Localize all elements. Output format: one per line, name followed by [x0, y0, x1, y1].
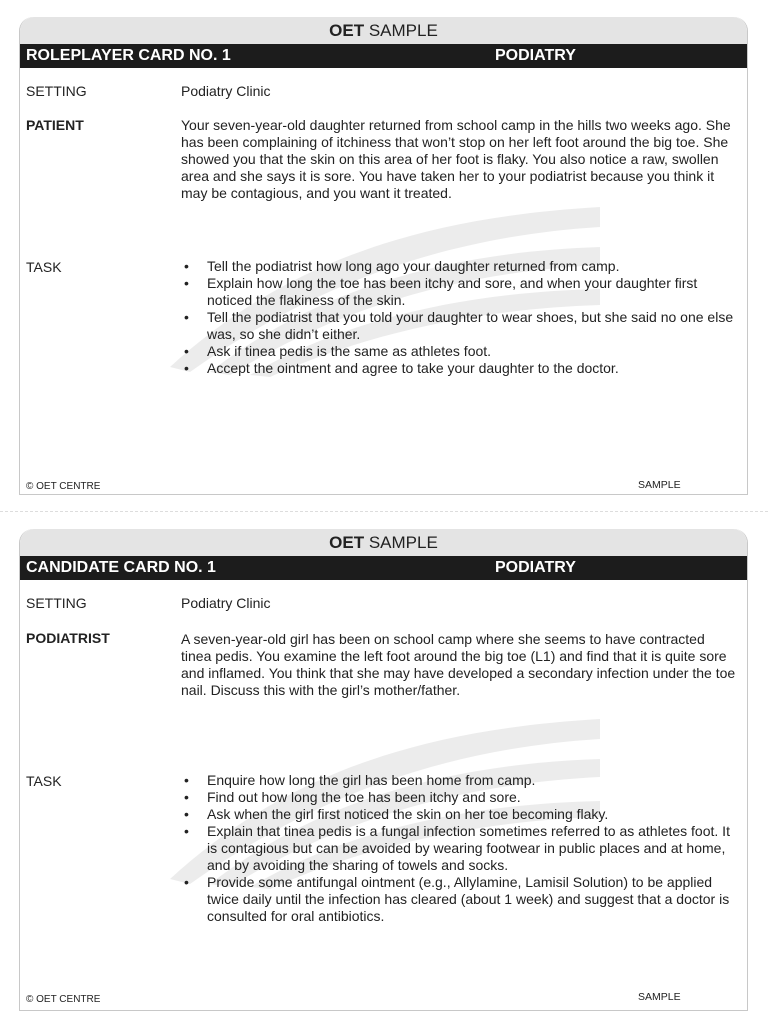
- copyright: © OET CENTRE: [26, 994, 101, 1005]
- sample-mark: SAMPLE: [638, 479, 681, 491]
- brand-name: OET: [329, 533, 365, 552]
- card-number: ROLEPLAYER CARD NO. 1: [26, 47, 231, 64]
- list-item: • Find out how long the toe has been itchy and sore.: [181, 789, 741, 806]
- card-number: CANDIDATE CARD NO. 1: [26, 559, 216, 576]
- list-item: • Accept the ointment and agree to take your daughter to the doctor.: [181, 360, 741, 377]
- role-description: A seven-year-old girl has been on school camp where she seems to have contracted tinea pedis. You examine the left foot around the big toe (L1) and find that it is quite sore and inflamed. You think that she may have developed a secondary infection under the toe nail. Discuss this with the girl’s mother/father.: [181, 631, 736, 698]
- list-item: • Explain how long the toe has been itchy and sore, and when your daughter first noticed the flakiness of the skin.: [181, 275, 741, 309]
- setting-value: Podiatry Clinic: [181, 83, 271, 99]
- role-label: PODIATRIST: [26, 630, 110, 646]
- list-item: • Explain that tinea pedis is a fungal infection sometimes referred to as athletes foot. It is contagious but can be avoided by wearing footwear in public places and at home, and by avoiding the sharing of towels and socks.: [181, 823, 741, 874]
- list-item: • Tell the podiatrist that you told your daughter to wear shoes, but she said no one else was, so she didn’t either.: [181, 309, 741, 343]
- copyright: © OET CENTRE: [26, 481, 101, 492]
- sample-mark: SAMPLE: [638, 991, 681, 1003]
- task-list: [181, 258, 741, 377]
- card-header-tab: [20, 17, 747, 44]
- list-item: • Ask when the girl first noticed the skin on her toe becoming flaky.: [181, 806, 741, 823]
- candidate-card: [19, 529, 748, 1011]
- list-item: • Tell the podiatrist how long ago your daughter returned from camp.: [181, 258, 741, 275]
- brand-name: OET: [329, 21, 365, 40]
- card-title-bar: [20, 556, 747, 580]
- role-label: PATIENT: [26, 117, 84, 133]
- profession: PODIATRY: [495, 559, 576, 576]
- setting-label: SETTING: [26, 83, 87, 99]
- brand-suffix: SAMPLE: [368, 21, 438, 40]
- card-title-bar: [20, 44, 747, 68]
- role-description: Your seven-year-old daughter returned from school camp in the hills two weeks ago. She has been complaining of itchiness that won’t stop on her left foot around the big toe. She showed you that the skin on this area of her foot is flaky. You also notice a raw, swollen area and she says it is sore. You have taken her to your podiatrist because you think it may be contagious, and you want it treated.: [181, 117, 731, 201]
- list-item: • Ask if tinea pedis is the same as athletes foot.: [181, 343, 741, 360]
- setting-value: Podiatry Clinic: [181, 595, 271, 611]
- brand-suffix: SAMPLE: [368, 533, 438, 552]
- task-list: [181, 772, 741, 925]
- task-label: TASK: [26, 773, 62, 789]
- setting-label: SETTING: [26, 595, 87, 611]
- cut-divider: [0, 511, 768, 512]
- list-item: • Provide some antifungal ointment (e.g., Allylamine, Lamisil Solution) to be applied twice daily until the infection has cleared (about 1 week) and suggest that a doctor is consulted for oral antibiotics.: [181, 874, 741, 925]
- card-header-tab: [20, 529, 747, 556]
- roleplayer-card: [19, 17, 748, 495]
- task-label: TASK: [26, 259, 62, 275]
- list-item: • Enquire how long the girl has been home from camp.: [181, 772, 741, 789]
- profession: PODIATRY: [495, 47, 576, 64]
